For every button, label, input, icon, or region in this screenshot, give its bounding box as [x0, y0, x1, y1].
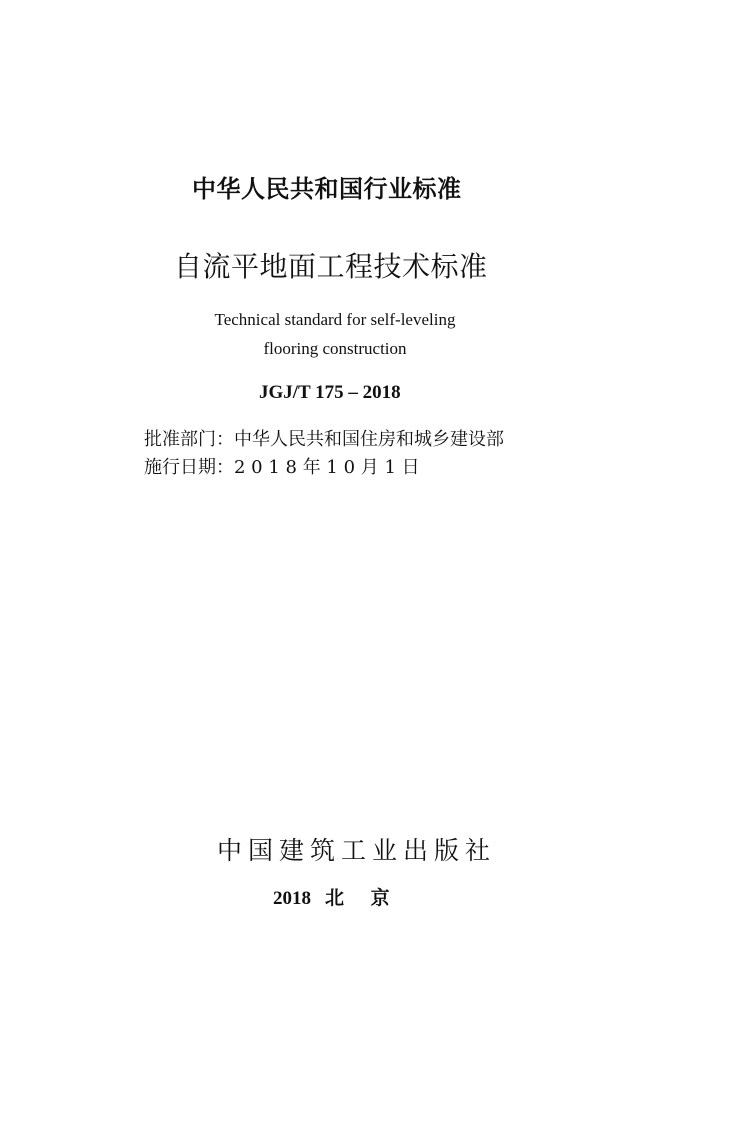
publisher-name: 中国建筑工业出版社 [217, 836, 497, 865]
title-chinese: 自流平地面工程技术标准 [174, 250, 488, 283]
approval-department-row [144, 431, 504, 449]
title-english-line-2: flooring construction [263, 339, 407, 358]
publication-city: 北 京 [325, 887, 400, 909]
approval-department-label: 批准部门： [144, 429, 234, 450]
title-english [200, 305, 470, 363]
standard-category: 中华人民共和国行业标准 [192, 175, 462, 203]
standard-code: JGJ/T 175 – 2018 [259, 382, 401, 403]
publication-info [273, 889, 400, 908]
publication-year: 2018 [273, 888, 311, 909]
effective-date-row [144, 459, 420, 477]
effective-date-label: 施行日期： [144, 457, 234, 478]
approval-department-value: 中华人民共和国住房和城乡建设部 [234, 429, 504, 450]
title-english-line-1: Technical standard for self-leveling [214, 310, 456, 329]
effective-date-value: 2 0 1 8 年 1 0 月 1 日 [234, 457, 420, 478]
